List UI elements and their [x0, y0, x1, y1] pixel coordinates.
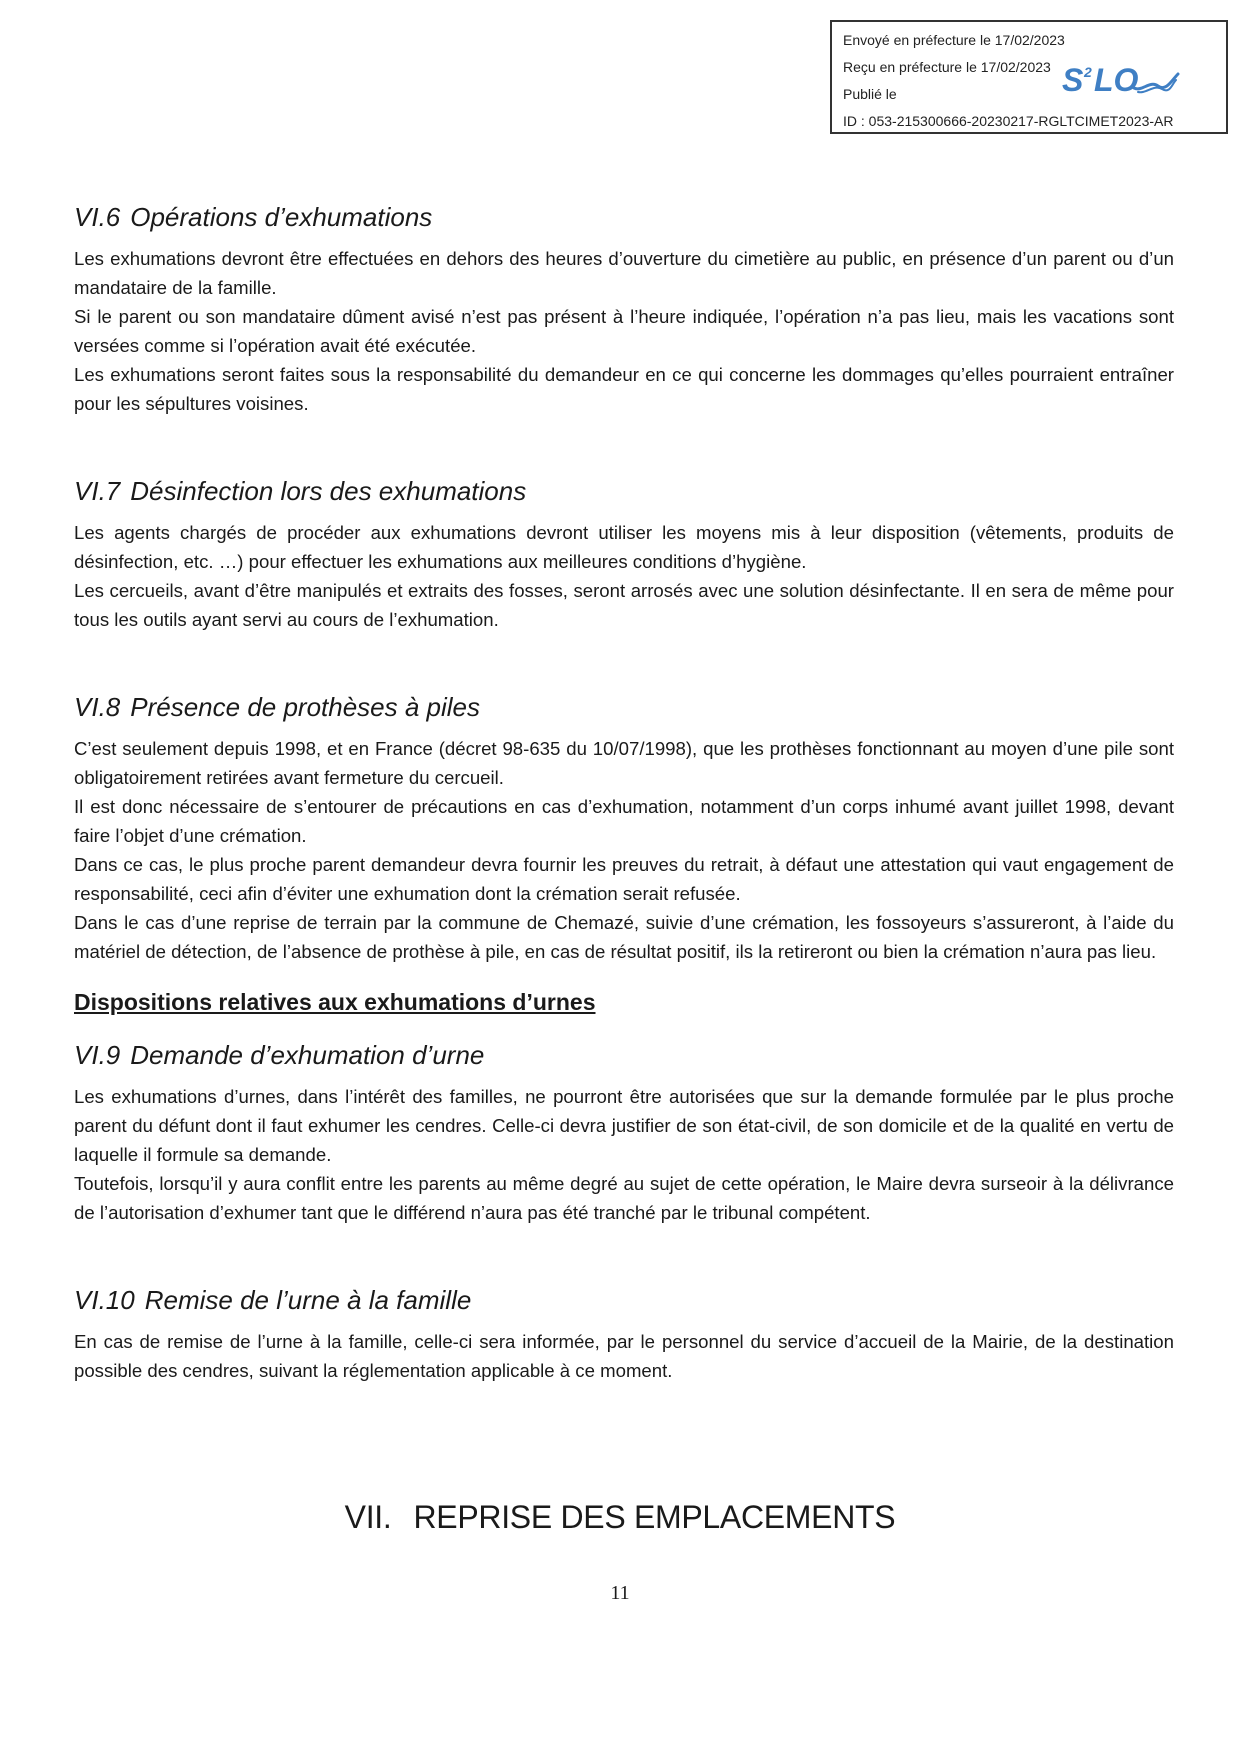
section-title-text: Demande d’exhumation d’urne [130, 1040, 485, 1070]
stamp-published: Publié le [843, 86, 897, 102]
logo-s: S [1062, 62, 1083, 98]
logo-sup: 2 [1084, 64, 1092, 80]
section-title-text: Présence de prothèses à piles [130, 692, 481, 722]
group-title-urnes: Dispositions relatives aux exhumations d’urnes [74, 989, 596, 1015]
paragraph: Les cercueils, avant d’être manipulés et extraits des fosses, seront arrosés avec une solution désinfectante. Il en sera de même pour tous les outils ayant servi au cours de l’exhumation. [74, 580, 1174, 630]
stamp-sent-date: Envoyé en préfecture le 17/02/2023 [843, 32, 1065, 48]
section-number: VI.10 [74, 1285, 135, 1315]
chapter-title-vii [0, 1497, 1240, 1537]
section-number: VI.7 [74, 476, 121, 506]
logo-swoosh-icon [1132, 72, 1180, 96]
paragraph: Si le parent ou son mandataire dûment avisé n’est pas présent à l’heure indiquée, l’opération n’a pas lieu, mais les vacations sont versées comme si l’opération avait été exécutée. [74, 306, 1174, 356]
section-title-vi9 [74, 1038, 1174, 1072]
s2lo-logo [1062, 62, 1182, 108]
chapter-title-text: REPRISE DES EMPLACEMENTS [413, 1499, 896, 1535]
paragraph: Dans ce cas, le plus proche parent demandeur devra fournir les preuves du retrait, à défaut une attestation qui vaut engagement de responsabilité, ceci afin d’éviter une exhumation dont la crémation serait refusée. [74, 854, 1174, 904]
paragraph: C’est seulement depuis 1998, et en France (décret 98-635 du 10/07/1998), que les prothèses fonctionnant au moyen d’une pile sont obligatoirement retirées avant fermeture du cercueil. [74, 738, 1174, 788]
stamp-received-date: Reçu en préfecture le 17/02/2023 [843, 59, 1051, 75]
stamp-id: ID : 053-215300666-20230217-RGLTCIMET2023-AR [843, 113, 1174, 129]
section-title-text: Désinfection lors des exhumations [130, 476, 527, 506]
paragraph: Les exhumations seront faites sous la responsabilité du demandeur en ce qui concerne les dommages qu’elles pourraient entraîner pour les sépultures voisines. [74, 364, 1174, 414]
document-body [74, 200, 1174, 1385]
paragraph: Il est donc nécessaire de s’entourer de précautions en cas d’exhumation, notamment d’un corps inhumé avant juillet 1998, devant faire l’objet d’une crémation. [74, 796, 1174, 846]
section-title-text: Opérations d’exhumations [130, 202, 433, 232]
chapter-number: VII. [344, 1499, 392, 1535]
section-number: VI.6 [74, 202, 121, 232]
section-title-text: Remise de l’urne à la famille [144, 1285, 472, 1315]
page-number: 11 [610, 1582, 630, 1604]
paragraph: Les exhumations devront être effectuées en dehors des heures d’ouverture du cimetière au public, en présence d’un parent ou d’un mandataire de la famille. [74, 248, 1174, 298]
section-title-vi6 [74, 200, 1174, 234]
paragraph: Dans le cas d’une reprise de terrain par la commune de Chemazé, suivie d’une crémation, les fossoyeurs s’assureront, à l’aide du matériel de détection, de l’absence de prothèse à pile, en cas de résultat positif, ils la retireront ou bien la crémation n’aura pas lieu. [74, 912, 1174, 962]
section-title-vi7 [74, 474, 1174, 508]
section-title-vi8 [74, 690, 1174, 724]
paragraph: Les exhumations d’urnes, dans l’intérêt des familles, ne pourront être autorisées que sur la demande formulée par le plus proche parent du défunt dont il faut exhumer les cendres. Celle-ci devra justifier de son état-civil, de son domicile et de la qualité en vertu de laquelle il formule sa demande. [74, 1086, 1174, 1165]
section-number: VI.8 [74, 692, 121, 722]
section-number: VI.9 [74, 1040, 121, 1070]
paragraph: En cas de remise de l’urne à la famille, celle-ci sera informée, par le personnel du service d’accueil de la Mairie, de la destination possible des cendres, suivant la réglementation applicable à ce moment. [74, 1331, 1174, 1381]
prefecture-stamp [830, 20, 1228, 134]
paragraph: Toutefois, lorsqu’il y aura conflit entre les parents au même degré au sujet de cette opération, le Maire devra surseoir à la délivrance de l’autorisation d’exhumer tant que le différend n’aura pas été tranché par le tribunal compétent. [74, 1173, 1174, 1223]
logo-lo: LO [1094, 62, 1139, 98]
paragraph: Les agents chargés de procéder aux exhumations devront utiliser les moyens mis à leur disposition (vêtements, produits de désinfection, etc. …) pour effectuer les exhumations aux meilleures conditions d’hygiène. [74, 522, 1174, 572]
section-title-vi10 [74, 1283, 1174, 1317]
